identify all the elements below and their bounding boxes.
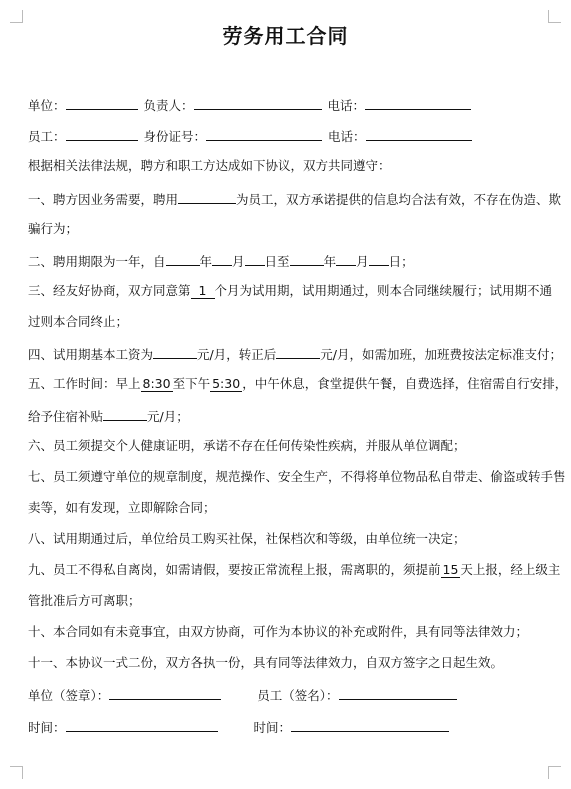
clause-9-text: 九、员工不得私自离岗，如需请假，要按正常流程上报，需离职的，须提前 <box>28 562 441 577</box>
id-number-label: 身份证号： <box>143 129 207 144</box>
employee-name-blank[interactable] <box>178 190 236 204</box>
end-year-blank[interactable] <box>290 252 324 266</box>
clause-5-text: 五、工作时间：早上 <box>28 376 141 391</box>
clause-1-text: 一、聘方因业务需要，聘用 <box>28 192 179 207</box>
unit-date-blank[interactable] <box>66 718 218 732</box>
signature-row <box>28 686 543 704</box>
clause-3-text: 三、经友好协商，双方同意第 <box>28 283 191 298</box>
clause-4 <box>28 345 562 363</box>
crop-mark-bottom-right <box>548 766 561 779</box>
employee-phone-blank[interactable] <box>366 127 472 141</box>
employee-signature-label: 员工（签名）： <box>257 688 339 703</box>
date-row <box>28 718 543 736</box>
employee-label: 员工： <box>28 129 66 144</box>
employee-info-row <box>28 127 543 145</box>
year-label: 年 <box>199 254 213 269</box>
crop-mark-bottom-left <box>10 766 23 779</box>
intro-text: 根据相关法律法规，聘方和职工方达成如下协议，双方共同遵守： <box>28 158 391 173</box>
start-year-blank[interactable] <box>166 252 200 266</box>
regular-salary-blank[interactable] <box>276 345 320 359</box>
id-number-blank[interactable] <box>206 127 322 141</box>
clause-7-line-2: 卖等，如有发现，立即解除合同； <box>28 500 216 515</box>
probation-salary-blank[interactable] <box>153 345 197 359</box>
clause-5-line-2 <box>28 407 543 425</box>
leader-label: 负责人： <box>143 98 194 113</box>
clause-3-line-2: 过则本合同终止； <box>28 314 129 329</box>
party-info-row <box>28 96 543 114</box>
clause-5-line-1 <box>28 376 568 392</box>
clause-3-text-cont: 个月为试用期，试用期通过，则本合同继续履行；试用期不通 <box>214 283 553 298</box>
clause-9-line-1 <box>28 562 561 578</box>
clause-11: 十一、本协议一式二份，双方各执一份，具有同等法律效力，自双方签字之日起生效。 <box>28 655 504 670</box>
clause-2 <box>28 252 543 270</box>
clause-1-line-1 <box>28 190 562 208</box>
probation-months-value[interactable]: 1 <box>191 284 215 299</box>
unit-date-label: 时间： <box>28 720 66 735</box>
clause-9-line-2: 管批准后方可离职； <box>28 593 141 608</box>
clause-8: 八、试用期通过后，单位给员工购买社保，社保档次和等级，由单位统一决定； <box>28 531 466 546</box>
unit-label: 单位： <box>28 98 66 113</box>
employee-phone-label: 电话： <box>328 129 366 144</box>
housing-allowance-unit: 元/月； <box>147 409 189 424</box>
notice-days-value[interactable]: 15 <box>442 562 459 577</box>
phone-label: 电话： <box>327 98 366 113</box>
clause-10: 十、本合同如有未竟事宜，由双方协商，可作为本协议的补充或附件，具有同等法律效力； <box>28 624 529 639</box>
clause-1-text-cont: 为员工，双方承诺提供的信息均合法有效，不存在伪造、欺 <box>236 192 562 207</box>
unit-blank[interactable] <box>66 96 138 110</box>
phone-blank[interactable] <box>365 96 471 110</box>
month-label: 月 <box>232 254 245 269</box>
leader-blank[interactable] <box>194 96 322 110</box>
clause-7-line-1: 七、员工须遵守单位的规章制度，规范操作、安全生产，不得将单位物品私自带走、偷盗或转手售 <box>28 469 566 484</box>
employee-signature-blank[interactable] <box>339 686 457 700</box>
clause-2-text: 二、聘用期限为一年，自 <box>28 254 166 269</box>
year-label: 年 <box>323 254 337 269</box>
employee-blank[interactable] <box>66 127 138 141</box>
day-to-label: 日至 <box>264 254 290 269</box>
start-month-blank[interactable] <box>212 252 232 266</box>
unit-signature-blank[interactable] <box>109 686 221 700</box>
employee-date-label: 时间： <box>253 720 292 735</box>
clause-1-line-2: 骗行为； <box>28 221 79 236</box>
employee-date-blank[interactable] <box>291 718 449 732</box>
end-month-blank[interactable] <box>336 252 356 266</box>
housing-allowance-blank[interactable] <box>103 407 147 421</box>
clause-5-text-cont: ，中午休息，食堂提供午餐，自费选择，住宿需自行安排， <box>242 376 568 391</box>
start-time-value[interactable]: 8:30 <box>142 376 171 391</box>
start-day-blank[interactable] <box>245 252 265 266</box>
end-day-blank[interactable] <box>369 252 389 266</box>
clause-9-text-cont: 天上报，经上级主 <box>460 562 561 577</box>
day-label: 日； <box>388 254 414 269</box>
clause-4-text: 四、试用期基本工资为 <box>28 347 154 362</box>
clause-5-text-mid: 至下午 <box>172 376 211 391</box>
end-time-value[interactable]: 5:30 <box>212 376 241 391</box>
clause-6: 六、员工须提交个人健康证明，承诺不存在任何传染性疾病，并服从单位调配； <box>28 438 466 453</box>
document-title: 劳务用工合同 <box>222 24 349 48</box>
clause-4-text-mid: 元/月，转正后 <box>197 347 277 362</box>
clause-4-text-cont: 元/月，如需加班，加班费按法定标准支付； <box>320 347 562 362</box>
unit-signature-label: 单位（签章）： <box>28 688 110 703</box>
clause-3-line-1 <box>28 283 553 299</box>
month-label: 月 <box>356 254 369 269</box>
housing-allowance-label: 给予住宿补贴 <box>28 409 104 424</box>
